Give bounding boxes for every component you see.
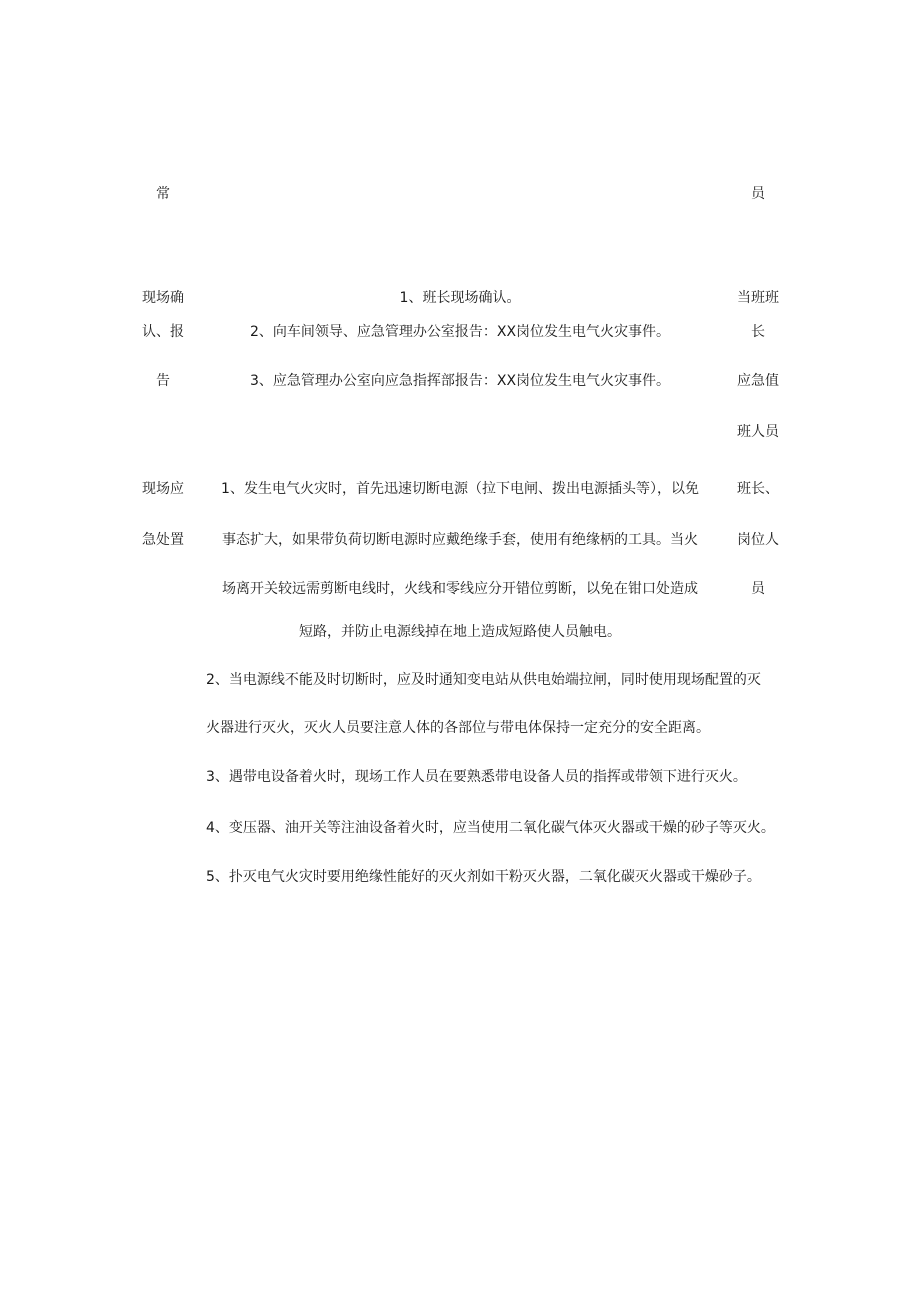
emergency-item-4: 4、变压器、油开关等注油设备着火时，应当使用二氧化碳气体灭火器或干燥的砂子等灭火。 xyxy=(206,820,775,836)
row-top-category: 常 xyxy=(156,186,170,202)
emergency-item-1-line-2: 事态扩大，如果带负荷切断电源时应戴绝缘手套，使用有绝缘柄的工具。当火 xyxy=(222,532,698,548)
emergency-category-line-1: 现场应 xyxy=(142,481,184,497)
emergency-responsible-line-1: 班长、 xyxy=(737,481,779,497)
confirm-category-line-1: 现场确 xyxy=(142,290,184,306)
emergency-item-2-line-1: 2、当电源线不能及时切断时，应及时通知变电站从供电始端拉闸，同时使用现场配置的灭 xyxy=(206,672,761,688)
emergency-item-2-line-2: 火器进行灭火，灭火人员要注意人体的各部位与带电体保持一定充分的安全距离。 xyxy=(206,720,710,736)
confirm-responsible-line-4: 班人员 xyxy=(737,424,779,440)
emergency-item-1-line-3: 场离开关较远需剪断电线时，火线和零线应分开错位剪断，以免在钳口处造成 xyxy=(222,581,698,597)
confirm-step-1: 1、班长现场确认。 xyxy=(399,290,521,306)
emergency-item-1-line-4: 短路，并防止电源线掉在地上造成短路使人员触电。 xyxy=(299,624,621,640)
row-top-responsible: 员 xyxy=(751,186,765,202)
emergency-responsible-line-2: 岗位人 xyxy=(737,532,779,548)
confirm-category-line-3: 告 xyxy=(156,373,170,389)
emergency-item-1-line-1: 1、发生电气火灾时，首先迅速切断电源（拉下电闸、拨出电源插头等），以免 xyxy=(221,481,699,497)
emergency-item-5: 5、扑灭电气火灾时要用绝缘性能好的灭火剂如干粉灭火器，二氧化碳灭火器或干燥砂子。 xyxy=(206,869,761,885)
confirm-category-line-2: 认、报 xyxy=(142,324,184,340)
confirm-responsible-line-1: 当班班 xyxy=(737,290,779,306)
confirm-responsible-line-3: 应急值 xyxy=(737,373,779,389)
confirm-step-2: 2、向车间领导、应急管理办公室报告：XX岗位发生电气火灾事件。 xyxy=(249,324,671,340)
emergency-item-3: 3、遇带电设备着火时，现场工作人员在要熟悉带电设备人员的指挥或带领下进行灭火。 xyxy=(206,769,747,785)
confirm-responsible-line-2: 长 xyxy=(751,324,765,340)
confirm-step-3: 3、应急管理办公室向应急指挥部报告：XX岗位发生电气火灾事件。 xyxy=(249,373,671,389)
emergency-category-line-2: 急处置 xyxy=(142,532,184,548)
emergency-responsible-line-3: 员 xyxy=(751,581,765,597)
